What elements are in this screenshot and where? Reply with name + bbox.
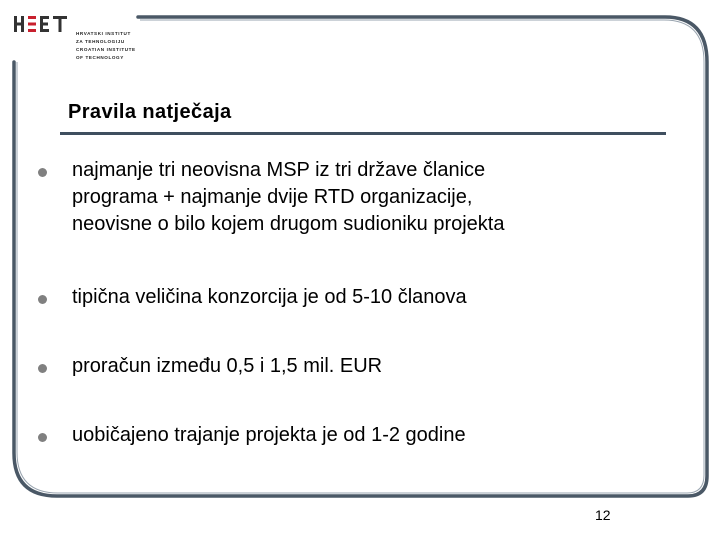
bullet-dot [38,433,47,442]
bullet-line: tipična veličina konzorcija je od 5-10 članova [72,286,467,308]
bullet-text [72,284,632,311]
bullet-dot [38,168,47,177]
bullet-line: proračun između 0,5 i 1,5 mil. EUR [72,355,383,377]
bullet-text [72,353,632,380]
logo-line: ZA TEHNOLOGIJU [76,39,125,44]
logo-line: OF TECHNOLOGY [76,55,124,60]
page-number: 12 [595,507,611,523]
bullet-line: uobičajeno trajanje projekta je od 1-2 godine [72,424,466,446]
bullet-line: neovisne o bilo kojem drugom sudioniku projekta [72,213,505,235]
bullet-dot [38,364,47,373]
slide-title: Pravila natječaja [68,101,232,123]
bullet-dot [38,295,47,304]
logo-line: CROATIAN INSTITUTE [76,47,136,52]
bullet-line: najmanje tri neovisna MSP iz tri države članice [72,159,486,181]
bullet-text [72,422,632,449]
bullet-line: programa + najmanje dvije RTD organizacije, [72,186,473,208]
logo-line: HRVATSKI INSTITUT [76,31,131,36]
bullet-text [72,157,632,238]
